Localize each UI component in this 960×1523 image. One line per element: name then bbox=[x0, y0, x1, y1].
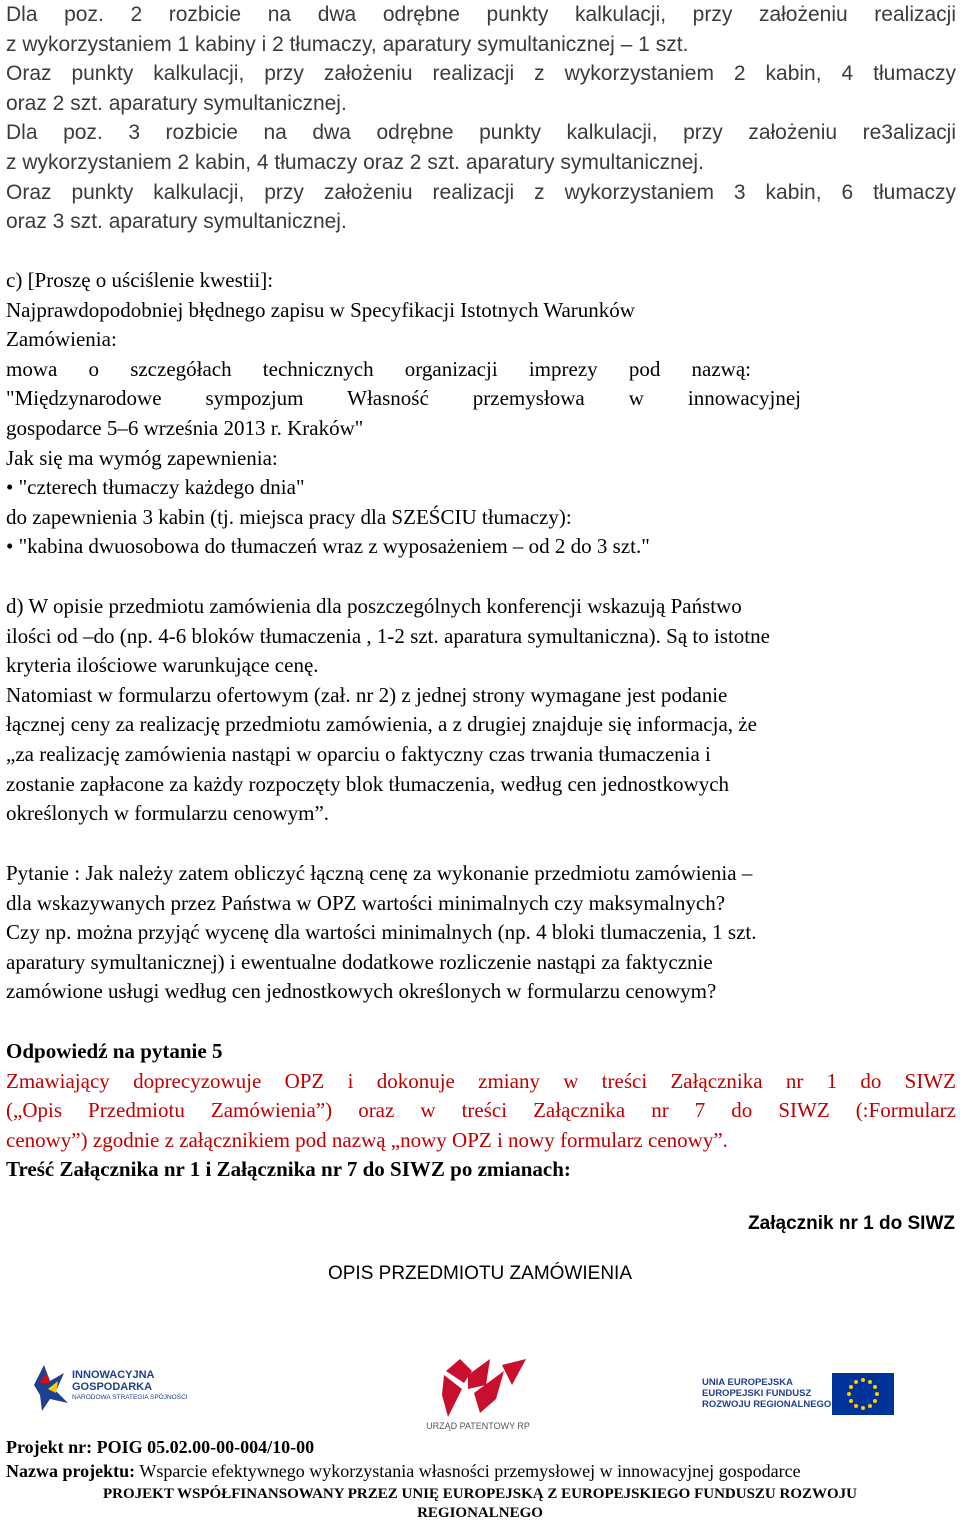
bullet-item: • "czterech tłumaczy każdego dnia" bbox=[6, 473, 806, 503]
eu-title-1: UNIA EUROPEJSKA bbox=[702, 1377, 793, 1388]
text-line: Dla poz. 2 rozbicie na dwa odrębne punkty kalkulacji, przy założeniu realizacji bbox=[6, 3, 956, 26]
text-line: mowa o szczegółach technicznych organizacji imprezy pod nazwą: bbox=[6, 356, 751, 381]
ig-subtitle: NARODOWA STRATEGIA SPÓJNOŚCI bbox=[72, 1394, 188, 1401]
answer-red-line: („Opis Przedmiotu Zamówienia”) oraz w treści Załącznika nr 7 do SIWZ (:Formularz bbox=[6, 1098, 956, 1123]
text-line: Najprawdopodobniej błędnego zapisu w Specyfikacji Istotnych Warunków bbox=[6, 297, 635, 322]
text-line: Oraz punkty kalkulacji, przy założeniu realizacji z wykorzystaniem 3 kabin, 6 tłumaczy bbox=[6, 180, 956, 204]
text-line: łącznej ceny za realizację przedmiotu zamówienia, a z drugiej znajduje się informacja, że bbox=[6, 712, 757, 737]
text-line: określonych w formularzu cenowym”. bbox=[6, 801, 330, 826]
section-top bbox=[6, 0, 956, 237]
text-line: Oraz punkty kalkulacji, przy założeniu realizacji z wykorzystaniem 2 kabin, 4 tłumaczy bbox=[6, 62, 956, 86]
section-c bbox=[6, 266, 806, 562]
attachment-label: Załącznik nr 1 do SIWZ bbox=[748, 1213, 955, 1234]
answer-bold-line: Treść Załącznika nr 1 i Załącznika nr 7 do SIWZ po zmianach: bbox=[6, 1157, 571, 1182]
project-number: Projekt nr: POIG 05.02.00-00-004/10-00 bbox=[6, 1437, 315, 1457]
text-line: oraz 3 szt. aparatury symultanicznej. bbox=[6, 210, 347, 234]
answer-red-line: cenowy”) zgodnie z załącznikiem pod nazwą „nowy OPZ i nowy formularz cenowy”. bbox=[6, 1127, 728, 1152]
logo-bar bbox=[0, 1355, 960, 1445]
text-line: z wykorzystaniem 1 kabiny i 2 tłumaczy, aparatury symultanicznej – 1 szt. bbox=[6, 32, 689, 56]
answer-red-line: Zmawiający doprecyzowuje OPZ i dokonuje zmiany w treści Załącznika nr 1 do SIWZ bbox=[6, 1068, 956, 1093]
text-line: Czy np. można przyjąć wycenę dla wartości minimalnych (np. 4 bloki tlumaczenia, 1 szt. bbox=[6, 920, 757, 945]
answer-section bbox=[6, 1037, 956, 1185]
uprp-logo bbox=[420, 1355, 536, 1437]
project-name-label: Nazwa projektu: bbox=[6, 1461, 136, 1481]
eu-logo bbox=[702, 1373, 894, 1425]
section-d bbox=[6, 592, 956, 829]
bullet-item: • "kabina dwuosobowa do tłumaczeń wraz z wyposażeniem – od 2 do 3 szt." bbox=[6, 532, 806, 562]
text-line: zostanie zapłacone za każdy rozpoczęty blok tłumaczenia, według cen jednostkowych bbox=[6, 771, 730, 796]
text-line: do zapewnienia 3 kabin (tj. miejsca pracy dla SZEŚCIU tłumaczy): bbox=[6, 504, 572, 529]
text-line: Pytanie : Jak należy zatem obliczyć łączną cenę za wykonanie przedmiotu zamówienia – bbox=[6, 861, 753, 885]
uprp-label: URZĄD PATENTOWY RP bbox=[426, 1421, 530, 1431]
cofinanced-line-1: PROJEKT WSPÓŁFINANSOWANY PRZEZ UNIĘ EUROPEJSKĄ Z EUROPEJSKIEGO FUNDUSZU ROZWOJU bbox=[103, 1486, 857, 1502]
text-line: gospodarce 5–6 września 2013 r. Kraków" bbox=[6, 415, 364, 440]
ig-title-1: INNOWACYJNA bbox=[72, 1369, 155, 1381]
text-line: z wykorzystaniem 2 kabin, 4 tłumaczy oraz 2 szt. aparatury symultanicznej. bbox=[6, 150, 704, 174]
text-line: aparatury symultanicznej) i ewentualne dodatkowe rozliczenie nastąpi za faktycznie bbox=[6, 949, 713, 974]
text-line: Natomiast w formularzu ofertowym (zał. nr 2) z jednej strony wymagane jest podanie bbox=[6, 682, 728, 707]
answer-heading: Odpowiedź na pytanie 5 bbox=[6, 1039, 223, 1063]
uprp-emblem-icon bbox=[420, 1355, 536, 1421]
text-line: Dla poz. 3 rozbicie na dwa odrębne punkty kalkulacji, przy założeniu re3alizacji bbox=[6, 121, 956, 145]
project-name bbox=[6, 1461, 956, 1482]
text-line: Zamówienia: bbox=[6, 327, 117, 352]
eu-flag-icon bbox=[832, 1373, 894, 1415]
ig-title-2: GOSPODARKA bbox=[72, 1381, 153, 1393]
text-line: "Międzynarodowe sympozjum Własność przemysłowa w innowacyjnej bbox=[6, 386, 801, 411]
cofinanced-notice bbox=[0, 1485, 960, 1523]
text-line: „za realizację zamówienia nastąpi w oparciu o faktyczny czas trwania tłumaczenia i bbox=[6, 741, 711, 766]
innowacyjna-gospodarka-logo bbox=[30, 1363, 210, 1423]
text-line: c) [Proszę o uściślenie kwestii]: bbox=[6, 268, 274, 292]
eu-title-2: EUROPEJSKI FUNDUSZ bbox=[702, 1388, 812, 1399]
text-line: d) W opisie przedmiotu zamówienia dla poszczególnych konferencji wskazują Państwo bbox=[6, 594, 742, 618]
text-line: ilości od –do (np. 4-6 bloków tłumaczenia , 1-2 szt. aparatura symultaniczna). Są to istotne bbox=[6, 623, 770, 648]
text-line: oraz 2 szt. aparatury symultanicznej. bbox=[6, 91, 347, 115]
project-name-value: Wsparcie efektywnego wykorzystania własności przemysłowej w innowacyjnej gospodarce bbox=[135, 1461, 801, 1481]
opis-title: OPIS PRZEDMIOTU ZAMÓWIENIA bbox=[327, 1263, 632, 1284]
eu-title-3: ROZWOJU REGIONALNEGO bbox=[702, 1399, 832, 1410]
star-flag-icon bbox=[30, 1363, 70, 1413]
text-line: kryteria ilościowe warunkujące cenę. bbox=[6, 653, 319, 678]
text-line: zamówione usługi według cen jednostkowych określonych w formularzu cenowym? bbox=[6, 979, 717, 1004]
text-line: dla wskazywanych przez Państwa w OPZ wartości minimalnych czy maksymalnych? bbox=[6, 890, 726, 915]
text-line: Jak się ma wymóg zapewnienia: bbox=[6, 445, 278, 470]
question-section bbox=[6, 859, 956, 1007]
cofinanced-line-2: REGIONALNEGO bbox=[417, 1505, 543, 1521]
